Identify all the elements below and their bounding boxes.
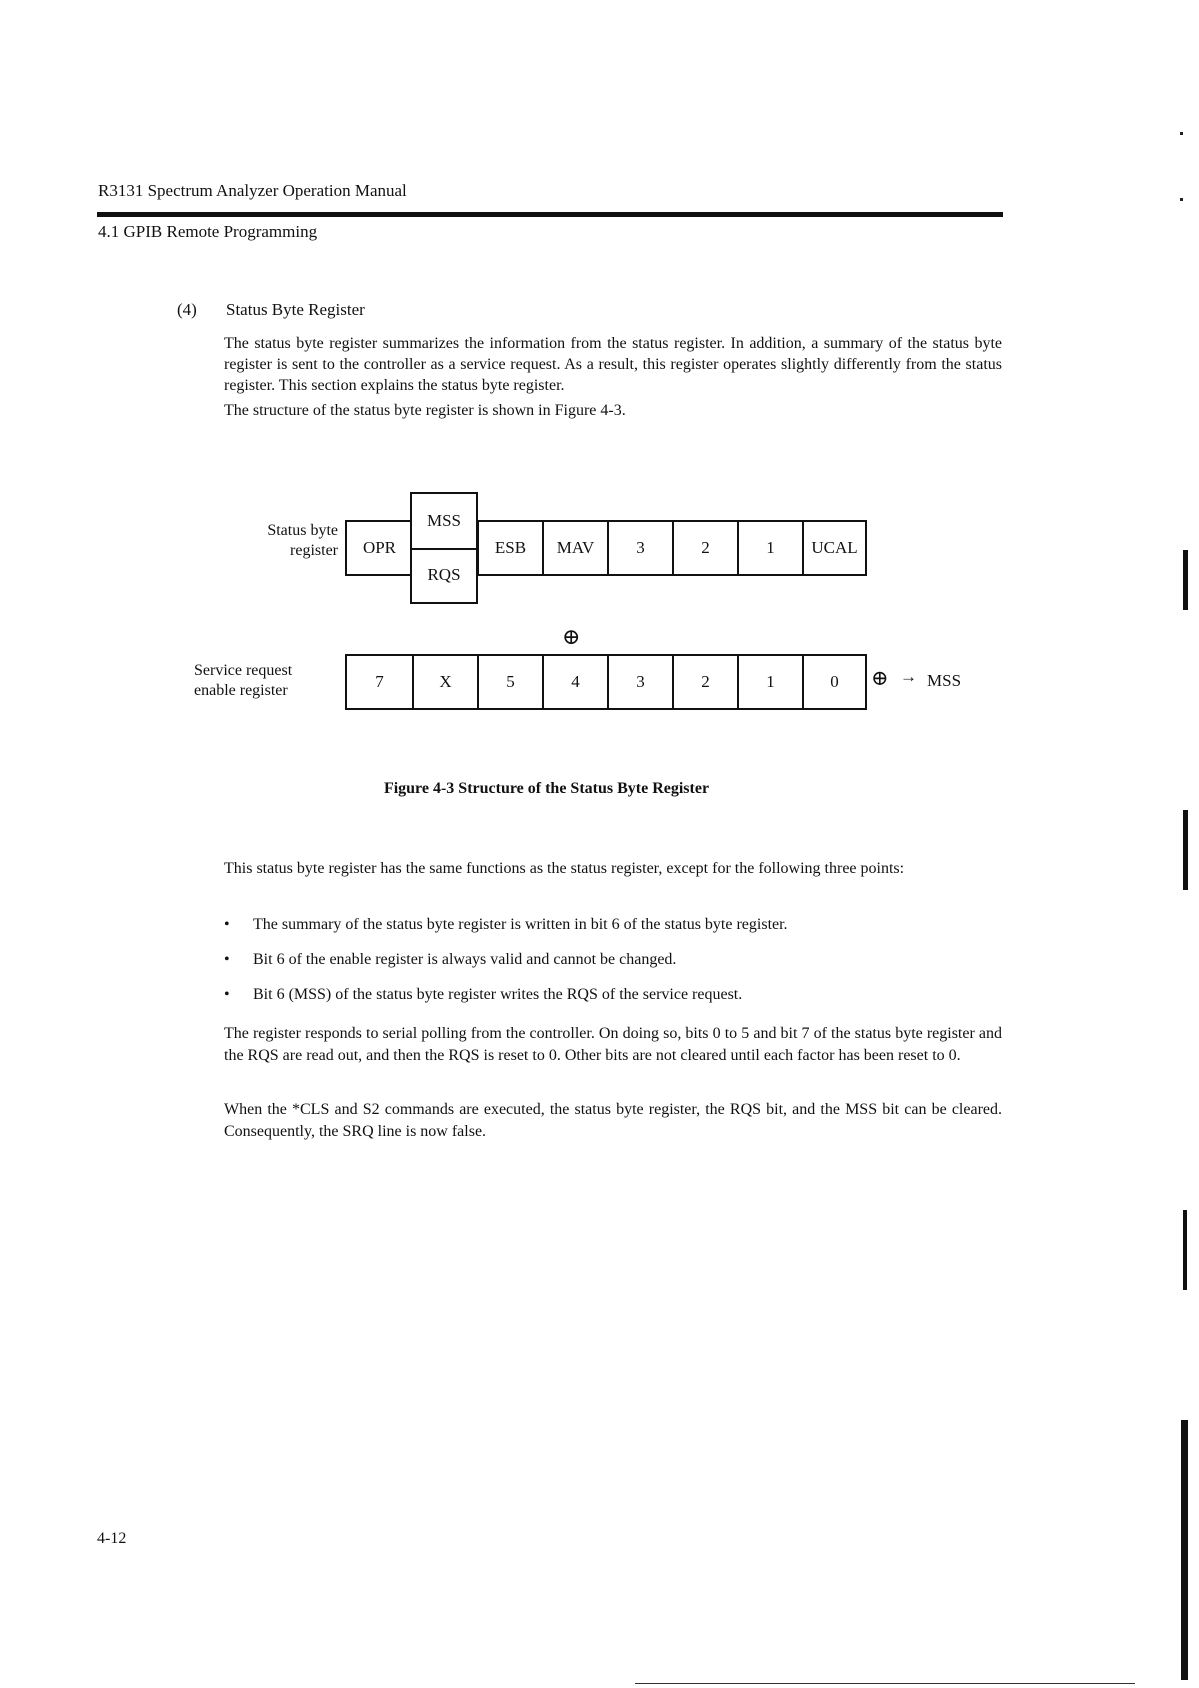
figure-caption: Figure 4-3 Structure of the Status Byte Register — [383, 780, 710, 797]
scan-bottom-line — [635, 1683, 1135, 1684]
status-byte-cell-opr: OPR — [362, 538, 397, 557]
enable-cell-1: 1 — [737, 656, 802, 708]
status-byte-cell-3: 3 — [607, 522, 672, 574]
scan-dot — [1180, 198, 1183, 201]
service-request-enable-row — [345, 654, 867, 710]
scan-edge-mark — [1183, 550, 1188, 610]
status-byte-cell-2: 2 — [672, 522, 737, 574]
manual-title: R3131 Spectrum Analyzer Operation Manual — [98, 181, 407, 200]
bullet-item: Bit 6 of the enable register is always valid and cannot be changed. — [253, 951, 677, 968]
page-number: 4-12 — [97, 1530, 127, 1547]
status-byte-register-label: Status byte register — [267, 522, 338, 559]
bullet-icon: • — [224, 916, 230, 933]
scan-edge-mark — [1183, 1210, 1187, 1290]
service-request-enable-label: Service request enable register — [194, 662, 293, 699]
scan-dot — [1180, 132, 1183, 135]
enable-cell-4: 4 — [542, 656, 607, 708]
status-byte-cell-esb: ESB — [477, 522, 542, 574]
mss-rqs-box — [410, 492, 478, 604]
enable-cell-2: 2 — [672, 656, 737, 708]
or-symbol-output: ⊕ — [871, 666, 889, 690]
enable-cell-x: X — [412, 656, 477, 708]
arrow-right-icon: → — [900, 667, 917, 686]
polling-paragraph: The register responds to serial polling from the controller. On doing so, bits 0 to 5 and bit 7 of the status byte register and the RQS are read out, and then the RQS is reset to 0. Other bits are not cleared until each factor has been reset to 0. — [224, 1025, 1002, 1064]
or-symbol-center: ⊕ — [562, 624, 581, 649]
enable-cell-3: 3 — [607, 656, 672, 708]
subsection-number: (4) — [177, 300, 197, 319]
functions-paragraph: This status byte register has the same functions as the status register, except for the following three points: — [224, 860, 905, 877]
status-byte-cell-ucal: UCAL — [802, 522, 865, 574]
enable-cell-7: 7 — [375, 672, 384, 691]
mss-output-label: MSS — [927, 671, 962, 690]
status-byte-cell-mav: MAV — [542, 522, 607, 574]
intro-paragraph: The status byte register summarizes the information from the status register. In addition, a summary of the status byte register is sent to the controller as a service request. As a result, this register operates slightly differently from the status register. This section explains the status byte register. — [224, 335, 1002, 394]
scan-edge-mark — [1181, 1420, 1188, 1680]
status-byte-cell-1: 1 — [737, 522, 802, 574]
mss-label: MSS — [426, 511, 462, 530]
scan-edge-mark — [1183, 810, 1188, 890]
bullet-icon: • — [224, 986, 230, 1003]
bullet-icon: • — [224, 951, 230, 968]
enable-cell-5: 5 — [477, 656, 542, 708]
subsection-title: Status Byte Register — [226, 300, 365, 319]
bullet-item: Bit 6 (MSS) of the status byte register writes the RQS of the service request. — [253, 986, 743, 1003]
header-rule — [97, 212, 1003, 217]
clear-paragraph: When the *CLS and S2 commands are executed, the status byte register, the RQS bit, and the MSS bit can be cleared. Consequently, the SRQ line is now false. — [224, 1101, 1002, 1140]
enable-cell-0: 0 — [802, 656, 865, 708]
structure-paragraph: The structure of the status byte register is shown in Figure 4-3. — [224, 402, 626, 419]
bullet-item: The summary of the status byte register is written in bit 6 of the status byte register. — [253, 916, 788, 933]
rqs-label: RQS — [427, 565, 461, 584]
section-title: 4.1 GPIB Remote Programming — [98, 222, 318, 241]
